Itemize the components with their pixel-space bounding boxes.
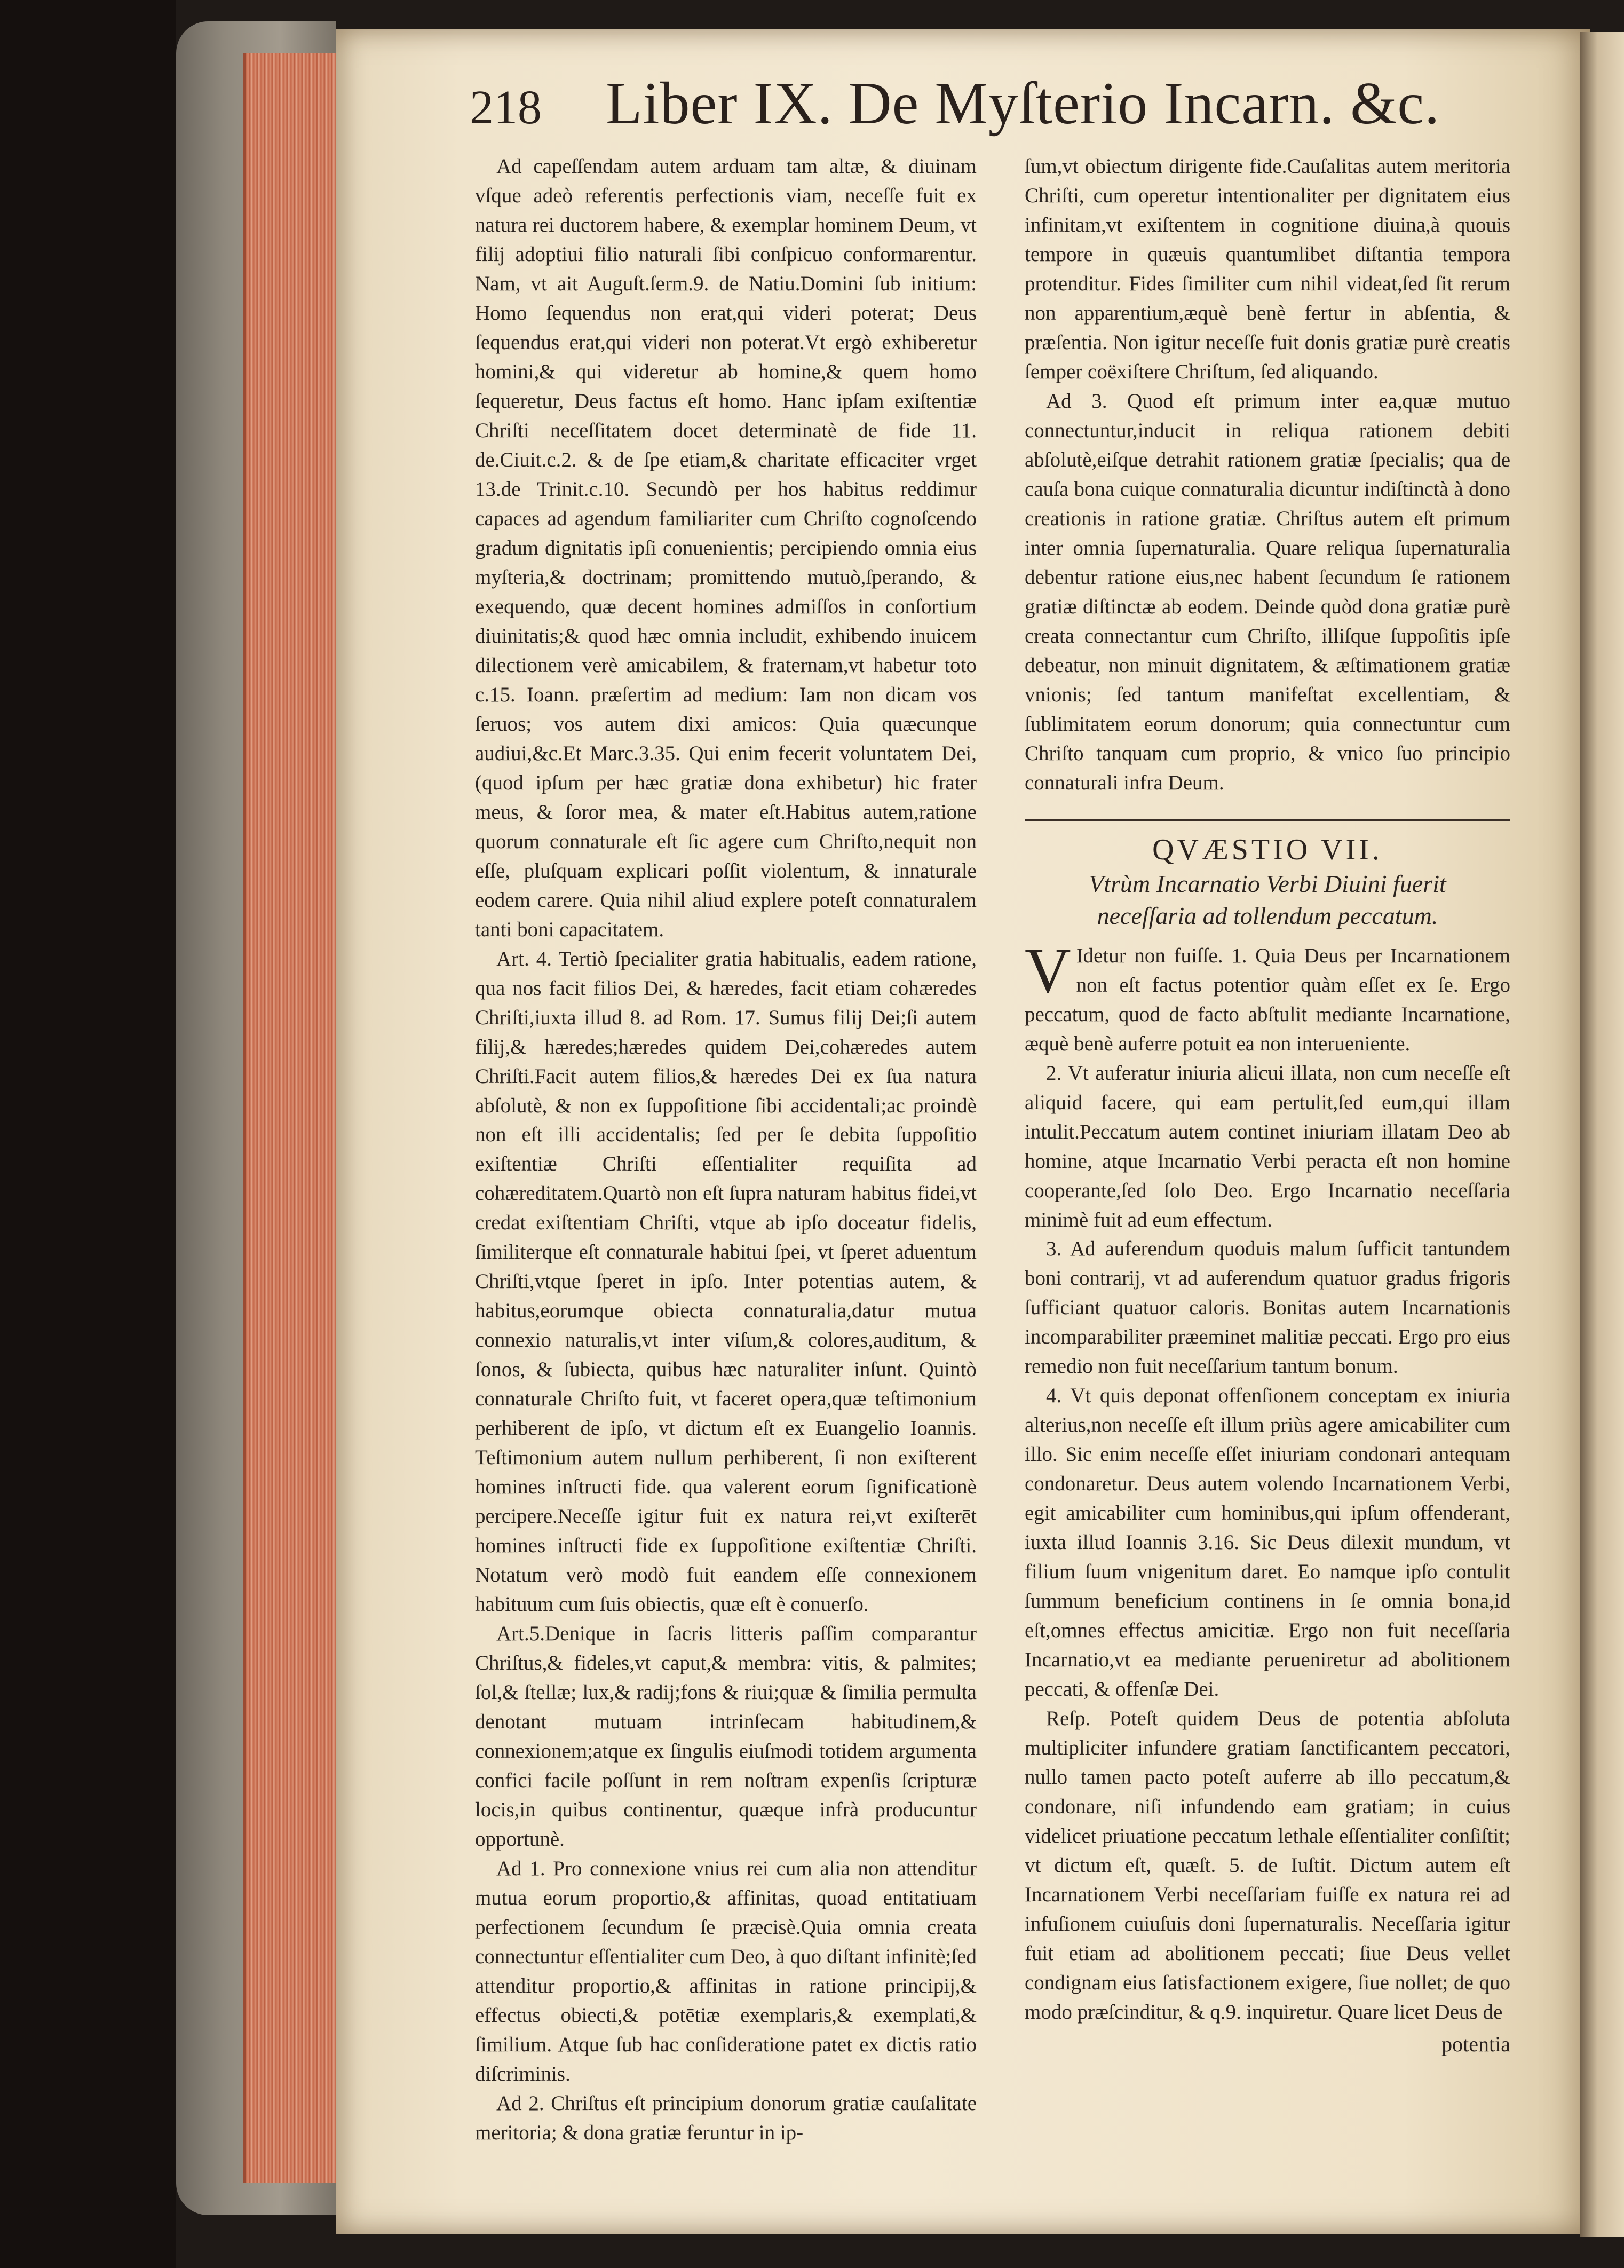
page-header (470, 69, 1516, 155)
paragraph-text: ſum,vt obiectum dirigente fide.Cauſalitas autem meritoria Chriſti, cum operetur intentionaliter per dignitatem eius infinitam,vt exiſtentem in cognitione diuina,à quouis tempore in quæuis quantumlibet diſtantia tempora protenditur. Fides ſimiliter cum nihil videat,ſed ſit rerum non apparentium,æquè benè fertur in abſentia, & præſentia. Non igitur neceſſe fuit donis gratiæ purè creatis ſemper coëxiſtere Chriſtum, ſed aliquando. (1025, 155, 1510, 383)
left-column (475, 152, 977, 2148)
paragraph (475, 1619, 977, 1854)
paragraph (1025, 1059, 1510, 1235)
paragraph-text: Art.5.Denique in ſacris litteris paſſim comparantur Chriſtus,& fideles,vt caput,& membra: vitis, & palmites; ſol,& ſtellæ; lux,& radij;fons & riui;quæ & ſimilia permulta denotant mutuam intrinſecam habitudinem,& connexionem;atque ex ſingulis eiuſmodi totidem argumenta confici facile poſſunt in rem noſtram expenſis ſcripturæ locis,in quibus continentur, quæque infrà producuntur opportunè. (475, 1622, 977, 1851)
catchword: potentia (1441, 2032, 1510, 2057)
paragraph (475, 2089, 977, 2148)
paragraph-text: Reſp. Poteſt quidem Deus de potentia abſoluta multipliciter infundere gratiam ſanctificantem peccatori, nullo tamen pacto poteſt auferre ab illo peccatum,& condonare, niſi infundendo eam gratiam; in cuius videlicet priuatione peccatum lethale eſſentialiter conſiſtit; vt dictum eſt, quæſt. 5. de Iuſtit. Dictum autem eſt Incarnationem Verbi neceſſariam fuiſſe ex natura rei ad infuſionem cuiuſuis doni ſupernaturalis. Neceſſaria igitur fuit etiam ad abolitionem peccati; ſiue Deus vellet condignam eius ſatisfactionem exigere, ſiue nollet; de quo modo præſcinditur, & q.9. inquiretur. Quare licet Deus de (1025, 1707, 1510, 2024)
paragraph-text: 2. Vt auferatur iniuria alicui illata, non cum neceſſe eſt aliquid facere, qui eam pertulit,ſed eum,qui illam intulit.Peccatum autem continet iniuriam illatam Deo ab homine, atque Incarnatio Verbi peracta eſt non homine cooperante,ſed ſolo Deo. Ergo Incarnatio neceſſaria minimè fuit ad eum effectum. (1025, 1061, 1510, 1231)
question-heading: QVÆSTIO VII. (1152, 833, 1383, 866)
paragraph (1025, 152, 1510, 387)
paragraph (475, 1854, 977, 2089)
section-divider (1025, 819, 1510, 821)
paragraph (475, 152, 977, 945)
page-number: 218 (470, 81, 542, 134)
running-head: Liber IX. De Myſterio Incarn. &c. (606, 70, 1440, 137)
paragraph-text: Ad 1. Pro connexione vnius rei cum alia non attenditur mutua eorum proportio,& affinitas, quoad entitatiuam perfectionem ſecundum ſe præcisè.Quia omnia creata connectuntur eſſentialiter cum Deo, à quo diſtant infinitè;ſed attenditur proportio,& affinitas in ratione principij,& effectus obiecti,& potētiæ exemplaris,& exemplati,& ſimilium. Atque ſub hac conſideratione patet ex dictis ratio diſcriminis. (475, 1857, 977, 2085)
drop-cap: V (1025, 934, 1071, 1006)
facing-page-edge (1580, 32, 1624, 2237)
paragraph (1025, 1381, 1510, 1704)
red-page-edges (243, 53, 342, 2183)
paragraph-text: Idetur non fuiſſe. 1. Quia Deus per Incarnationem non eſt factus potentior quàm eſſet ex ſe. Ergo peccatum, quod de facto abſtulit mediante Incarnatione, æquè benè auferre potuit ea non interueniente. (1025, 944, 1510, 1055)
paragraph-text: Ad capeſſendam autem arduam tam altæ, & diuinam vſque adeò referentis perfectionis viam, neceſſe fuit ex natura rei ductorem habere, & exemplar hominem Deum, vt filij adoptiui filio naturali ſibi conſpicuo conformarentur. Nam, vt ait Auguſt.ſerm.9. de Natiu.Domini ſub initium: Homo ſequendus non erat,qui videri poterat; Deus ſequendus erat,qui videri non poterat.Vt ergò exhiberetur homini,& qui videretur ab homine,& quem homo ſequeretur, Deus factus eſt homo. Hanc ipſam exiſtentiæ Chriſti neceſſitatem docet determinatè de fide 11. de.Ciuit.c.2. & de ſpe etiam,& charitate efficaciter vrget 13.de Trinit.c.10. Secundò per hos habitus reddimur capaces ad agendum familiariter cum Chriſto cognoſcendo gradum dignitatis ipſi conuenientis; percipiendo omnia eius myſteria,& doctrinam; promittendo mutuò,ſperando, & exequendo, quæ decent homines admiſſos in conſortium diuinitatis;& quod hæc omnia includit, exhibendo inuicem dilectionem verè amicabilem, & fraternam,vt habetur toto c.15. Ioann. præſertim ad medium: Iam non dicam vos ſeruos; vos autem dixi amicos: Quia quæcunque audiui,&c.Et Marc.3.35. Qui enim fecerit voluntatem Dei, (quod ipſum per hæc gratiæ dona exhibetur) hic frater meus, & ſoror mea, & mater eſt.Habitus autem,ratione quorum connaturale eſt ſic agere cum Chriſto,nequit non eſſe, pluſquam explicari poſſit violentum, & innaturale eodem carere. Quia nihil aliud explere poteſt connaturalem tanti boni capacitatem. (475, 155, 977, 941)
paragraph-text: Art. 4. Tertiò ſpecialiter gratia habitualis, eadem ratione, qua nos facit filios Dei, & hæredes, facit etiam cohæredes Chriſti,iuxta illud 8. ad Rom. 17. Sumus filij Dei;ſi autem filij,& hæredes;hæredes quidem Dei,cohæredes autem Chriſti.Facit autem filios,& hæredes Dei ex ſua natura abſolutè, & non ex ſuppoſitione ſibi accidentali;ac proindè non eſt illi accidentalis; ſed per ſe debita ſuppoſitio exiſtentiæ Chriſti eſſentialiter requiſita ad cohæreditatem.Quartò non eſt ſupra naturam habitus fidei,vt credat exiſtentiam Chriſti, vtque ab ipſo doceatur fidelis, ſimiliterque eſt connaturale habitui ſpei, vt ſperet aduentum Chriſti,vtque ſperet in ipſo. Inter potentias autem, & habitus,eorumque obiecta connaturalia,datur mutua connexio naturalis,vt inter viſum,& colores,auditum, & ſonos, & ſubiecta, quibus hæc naturaliter inſunt. Quintò connaturale Chriſto fuit, vt faceret opera,quæ teſtimonium perhiberent de ipſo, vt dictum eſt ex Euangelio Ioannis. Teſtimonium autem nullum perhiberent, ſi non exiſterent homines inſtructi fide. qua valerent eorum ſignificationè percipere.Neceſſe igitur fuit ex natura rei,vt exiſterēt homines inſtructi fide ex ſuppoſitione exiſtentiæ Chriſti. Notatum verò modò fuit eandem eſſe connexionem habituum cum ſuis obiectis, quæ eſt è conuerſo. (475, 947, 977, 1616)
book-cover-shadow (0, 0, 176, 2268)
paragraph-text: 4. Vt quis deponat offenſionem conceptam ex iniuria alterius,non neceſſe eſt illum priùs agere amicabiliter cum illo. Sic enim neceſſe eſſet iniuriam condonari antequam condonaretur. Deus autem volendo Incarnationem Verbi, egit amicabiliter cum hominibus,qui ipſum offenderant, iuxta illud Ioannis 3.16. Sic Deus dilexit mundum, vt filium ſuum vnigenitum daret. Eo namque ipſo contulit ſummum beneficium continens in ſe omnia bona,id eſt,omnes effectus amicitiæ. Ergo non fuit neceſſaria Incarnatio,vt ea mediante perueniretur ad abolitionem peccati, & offenſæ Dei. (1025, 1384, 1510, 1701)
paragraph-text: Ad 3. Quod eſt primum inter ea,quæ mutuo connectuntur,inducit in reliqua rationem debiti abſolutè,eiſque detrahit rationem gratiæ ſpecialis; qua de cauſa bona cuique connaturalia dicuntur indiſtinctà à dono creationis in ratione gratiæ. Chriſtus autem eſt primum inter omnia ſupernaturalia. Quare reliqua ſupernaturalia debentur ratione eius,nec habent ſecundum ſe rationem gratiæ diſtinctæ ab eodem. Deinde quòd dona gratiæ purè creata connectantur cum Chriſto, illiſque ſuppoſitis ipſe debeatur, non minuit dignitatem, & æſtimationem gratiæ vnionis; ſed tantum manifeſtat excellentiam, & ſublimitatem eorum donorum; quia connectuntur cum Chriſto tanquam cum proprio, & vnico ſuo principio connaturali infra Deum. (1025, 389, 1510, 794)
paragraph-text: 3. Ad auferendum quoduis malum ſufficit tantundem boni contrarij, vt ad auferendum quatuor gradus frigoris ſufficiant quatuor caloris. Bonitas autem Incarnationis incomparabiliter præeminet malitiæ peccati. Ergo pro eius remedio non fuit neceſſarium tantum bonum. (1025, 1237, 1510, 1378)
paragraph-text: Ad 2. Chriſtus eſt principium donorum gratiæ cauſalitate meritoria; & dona gratiæ feruntur in ip- (475, 2091, 977, 2144)
paragraph (1025, 934, 1510, 1059)
paragraph (475, 945, 977, 1620)
paragraph (1025, 1704, 1510, 2027)
paragraph (1025, 1235, 1510, 1381)
right-column (1025, 152, 1510, 2059)
paragraph (1025, 387, 1510, 798)
question-title: Vtrùm Incarnatio Verbi Diuini fuerit neceſſaria ad tollendum peccatum. (1089, 870, 1446, 929)
